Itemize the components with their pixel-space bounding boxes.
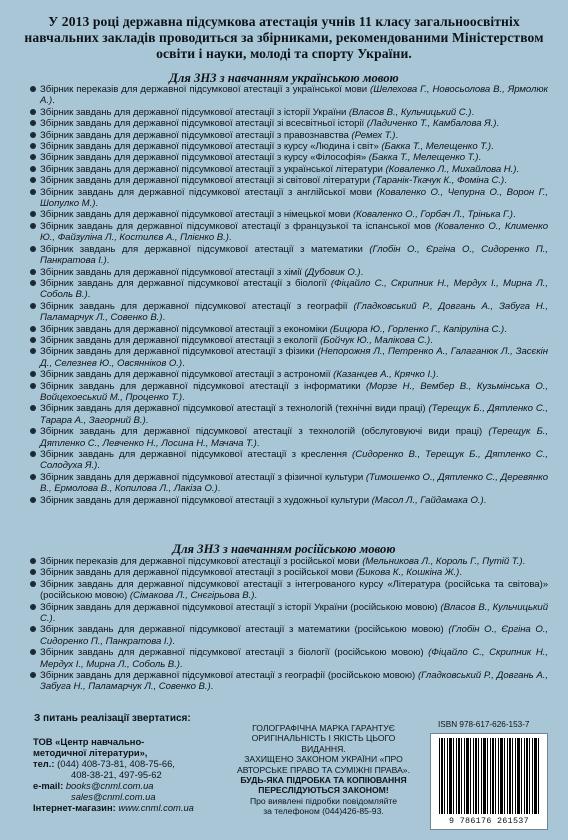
list-item — [29, 130, 548, 141]
book-authors: (Мельникова Л., Король Г., Путій Т.) — [362, 556, 523, 567]
barcode-bars — [439, 738, 539, 814]
book-title: Збірник завдань для державної підсумкової атестації з технологій (технічні види праці) — [40, 403, 429, 415]
hologram-notice — [231, 723, 416, 817]
email-label: e-mail: — [33, 780, 64, 791]
bullet-icon — [29, 495, 40, 506]
book-title: Збірник завдань для державної підсумкової атестації з географії (російською мовою) — [40, 670, 418, 682]
item-punctuation: . — [512, 209, 516, 221]
book-title: Збірник завдань для державної підсумкової атестації зі всесвітньої історії — [40, 118, 367, 130]
list-item — [29, 244, 548, 267]
list-item — [29, 164, 548, 175]
book-title: Збірник завдань для державної підсумкової атестації з курсу «Філософія» — [40, 152, 369, 164]
book-authors: (Ремех Т.) — [351, 129, 396, 141]
item-punctuation: . — [478, 152, 481, 164]
list-item-text — [40, 164, 548, 175]
list-item-text — [40, 209, 548, 220]
book-title: Збірник переказів для державної підсумкової атестації з російської мови — [40, 556, 363, 567]
hologram-line: ОРИГІНАЛЬНІСТЬ І ЯКІСТЬ ЦЬОГО ВИДАННЯ. — [251, 733, 396, 754]
list-item — [29, 267, 548, 278]
list-item — [29, 175, 548, 186]
book-authors: (Тимошенко О., Дятленко С., Деревянко В., Ермолова В., Копилова Л., Лакіза О.) — [40, 471, 548, 495]
bullet-icon — [29, 324, 40, 335]
item-punctuation: . — [162, 312, 166, 324]
item-punctuation: . — [179, 658, 183, 670]
book-authors: (Коваленко О., Чепурна О., Ворон Г., Шопулко М.) — [40, 186, 549, 210]
list-item — [29, 152, 548, 163]
item-punctuation: . — [496, 118, 499, 130]
list-item-text — [40, 324, 548, 335]
bullet-icon — [29, 175, 40, 186]
book-authors: (Сидоренко В., Терещук Б., Дятленко С., Солодуха Я.) — [40, 449, 548, 472]
contact-title: З питань реалізації звертатися: — [34, 713, 191, 724]
book-title: Збірник завдань для державної підсумкової атестації з економіки — [40, 323, 330, 335]
list-item-text — [40, 187, 548, 210]
book-authors: (Терещук Б., Дятленко С., Левченко Н., Лосина Н., Мачача Т.) — [40, 426, 548, 449]
bullet-icon — [29, 141, 40, 152]
item-punctuation: . — [97, 460, 100, 472]
item-punctuation: . — [504, 175, 507, 187]
list-item-text — [40, 602, 548, 625]
item-punctuation: . — [504, 323, 507, 335]
book-authors: (Глобін О., Єргіна О., Сидоренко П., Панкратова І.) — [40, 624, 548, 647]
book-authors: (Ладиченко Т., Камбалова Я.) — [366, 118, 497, 130]
book-title: Збірник завдань для державної підсумкової атестації з французької та іспанської мов — [40, 220, 435, 232]
list-item-text — [40, 403, 548, 426]
list-item — [29, 84, 548, 107]
phone-numbers-2: 408-38-21, 497-95-62 — [71, 769, 162, 780]
russian-books-list — [29, 556, 548, 693]
bullet-icon — [29, 556, 40, 567]
footer — [0, 712, 568, 840]
item-punctuation: . — [254, 590, 258, 602]
item-punctuation: . — [172, 635, 175, 647]
book-title: Збірник завдань для державної підсумкової атестації з математики (російською мовою) — [40, 624, 449, 636]
list-item — [29, 670, 548, 693]
book-authors: (Бикова К., Кошкіна Ж.) — [355, 567, 460, 579]
intro-paragraph: У 2013 році державна підсумкова атестація учнів 11 класу загальноосвітніх навчальних закладів проводиться за збірниками, рекомендованими Міністерством освіти і науки, молоді та спорту України. — [24, 14, 544, 61]
book-title: Збірник завдань для державної підсумкової атестації з фізики — [40, 346, 318, 358]
bullet-icon — [29, 107, 40, 118]
list-item — [29, 624, 548, 647]
list-item — [29, 221, 548, 244]
item-punctuation: . — [106, 255, 110, 267]
list-item-text — [40, 381, 548, 404]
list-item-text — [40, 130, 548, 141]
section-heading-russian: Для ЗНЗ з навчанням російською мовою — [172, 542, 396, 556]
book-authors: (Казанцев А., Крячко І.) — [333, 369, 436, 381]
item-punctuation: . — [360, 266, 364, 278]
bullet-icon — [29, 602, 40, 613]
book-authors: (Бойчук Ю., Малікова С.) — [320, 334, 431, 346]
bullet-icon — [29, 403, 40, 414]
book-title: Збірник завдань для державної підсумкової атестації з хімії — [40, 266, 305, 278]
book-authors: (Масол Л., Гайдамака О.) — [371, 494, 484, 506]
list-item-text — [40, 495, 548, 506]
bullet-icon — [29, 164, 40, 175]
bullet-icon — [29, 579, 40, 590]
list-item — [29, 647, 548, 670]
list-item — [29, 187, 548, 210]
item-punctuation: . — [182, 357, 185, 369]
list-item-text — [40, 624, 548, 647]
list-item — [29, 278, 548, 301]
shop-label: Інтернет-магазин: — [33, 802, 116, 813]
item-punctuation: . — [228, 232, 232, 244]
bullet-icon — [29, 426, 40, 437]
list-item-text — [40, 278, 548, 301]
company-name-line1: ТОВ «Центр навчально- — [33, 736, 145, 747]
book-title: Збірник завдань для державної підсумкової атестації з російської мови — [40, 567, 356, 579]
book-title: Збірник завдань для державної підсумкової атестації з біології — [40, 277, 331, 289]
bullet-icon — [29, 221, 40, 232]
phone-row — [33, 758, 203, 769]
hologram-line: ЗАХИЩЕНО ЗАКОНОМ УКРАЇНИ «ПРО — [244, 754, 403, 765]
book-authors: (Гладковський Р., Довгань А., Забуга Н., Паламарчук Л., Совенко В.) — [40, 670, 549, 693]
book-title: Збірник завдань для державної підсумкової атестації з правознавства — [40, 129, 352, 141]
book-authors: (Дубовик О.) — [304, 266, 361, 278]
list-item — [29, 567, 548, 578]
shop-link[interactable]: www.cnml.com.ua — [118, 802, 194, 813]
list-item — [29, 324, 548, 335]
email-row — [33, 780, 203, 791]
bullet-icon — [29, 567, 40, 578]
list-item — [29, 301, 548, 324]
book-authors: (Бицюра Ю., Горленко Г., Капіруліна С.) — [329, 323, 505, 335]
list-item — [29, 602, 548, 625]
ukrainian-books-list — [29, 84, 548, 506]
contact-block — [33, 736, 203, 813]
book-authors: (Бакка Т., Мелещенко Т.) — [368, 152, 479, 164]
company-name-line2: методичної літератури», — [33, 747, 148, 758]
book-title: Збірник завдань для державної підсумкової атестації з української літератури — [40, 163, 386, 175]
list-item-text — [40, 175, 548, 186]
list-item — [29, 209, 548, 220]
isbn: ISBN 978-617-626-153-7 — [438, 720, 530, 729]
warning-line: БУДЬ-ЯКА ПІДРОБКА ТА КОПІЮВАННЯ — [240, 775, 407, 786]
book-title: Збірник завдань для державної підсумкової атестації з історії України — [40, 106, 349, 118]
list-item — [29, 556, 548, 567]
phone-label: тел.: — [33, 758, 55, 769]
bullet-icon — [29, 118, 40, 129]
list-item — [29, 381, 548, 404]
email-books-link[interactable]: books@cnml.com.ua — [65, 780, 154, 791]
item-punctuation: . — [256, 437, 260, 449]
item-punctuation: . — [52, 95, 55, 107]
list-item-text — [40, 567, 548, 578]
book-authors: (Гладковський Р., Довгань А., Забуга Н., Паламарчук Л., Совенко В.) — [40, 300, 548, 324]
book-authors: (Морзе Н., Вембер В., Кузьмінська О., Войцехоеський М., Проценко Т.) — [40, 380, 548, 403]
bullet-icon — [29, 244, 40, 255]
item-punctuation: . — [210, 681, 214, 693]
book-authors: (Сімакова Л., Снєгірьова В.) — [129, 590, 255, 602]
list-item-text — [40, 426, 548, 449]
bullet-icon — [29, 381, 40, 392]
item-punctuation: . — [87, 289, 91, 301]
bullet-icon — [29, 369, 40, 380]
item-punctuation: . — [471, 106, 475, 118]
book-title: Збірник завдань для державної підсумкової атестації з географії — [40, 300, 354, 312]
list-item-text — [40, 244, 548, 267]
list-item — [29, 141, 548, 152]
book-title: Збірник завдань для державної підсумкової атестації з інтегрованого курсу «Література (російська та світова)» (російською мовою) — [40, 578, 548, 602]
bullet-icon — [29, 130, 40, 141]
book-title: Збірник завдань для державної підсумкової атестації з технологій (обслуговуючі види праці) — [40, 426, 489, 438]
list-item-text — [40, 221, 548, 244]
bullet-icon — [29, 209, 40, 220]
bullet-icon — [29, 335, 40, 346]
book-title: Збірник завдань для державної підсумкової атестації з курсу «Людина і світ» — [40, 141, 382, 153]
book-title: Збірник завдань для державної підсумкової атестації з астрономії — [40, 369, 334, 381]
book-title: Збірник завдань для державної підсумкової атестації з креслення — [40, 449, 353, 460]
book-title: Збірник завдань для державної підсумкової атестації зі світової літератури — [40, 175, 373, 187]
item-punctuation: . — [182, 391, 185, 403]
list-item-text — [40, 301, 548, 324]
report-line: за телефоном (044)426-85-93. — [263, 806, 384, 817]
email-sales-link[interactable]: sales@cnml.com.ua — [71, 791, 156, 802]
bullet-icon — [29, 346, 40, 357]
item-punctuation: . — [52, 613, 56, 625]
book-title: Збірник завдань для державної підсумкової атестації з екології — [40, 334, 321, 346]
item-punctuation: . — [145, 414, 149, 426]
list-item-text — [40, 579, 548, 602]
book-authors: (Власов В., Кульчицький С.) — [40, 601, 548, 625]
bullet-icon — [29, 647, 40, 658]
phone-numbers-1: (044) 408-73-81, 408-75-66, — [57, 758, 175, 769]
list-item-text — [40, 670, 548, 693]
bullet-icon — [29, 267, 40, 278]
book-title: Збірник завдань для державної підсумкової атестації з художньої культури — [40, 494, 372, 506]
book-title: Збірник завдань для державної підсумкової атестації з історії України (російською мовою) — [40, 601, 441, 613]
book-authors: (Фіцайло С., Скрипник Н., Мердух І., Мирна Л., Соболь В.) — [40, 647, 548, 670]
item-punctuation: . — [435, 369, 439, 381]
list-item — [29, 403, 548, 426]
book-authors: (Терещук Б., Дятленко С., Тарара А., Загорний В.) — [40, 403, 548, 426]
book-authors: (Власов В., Кульчицький С.) — [348, 106, 472, 118]
list-item — [29, 118, 548, 129]
list-item — [29, 495, 548, 506]
bullet-icon — [29, 472, 40, 483]
list-item-text — [40, 346, 548, 369]
list-item — [29, 369, 548, 380]
book-title: Збірник завдань для державної підсумкової атестації з біології (російською мовою) — [40, 647, 429, 659]
barcode — [430, 733, 548, 830]
item-punctuation: . — [522, 556, 526, 567]
book-authors: (Фіцайло С., Скрипник Н., Мердух І., Мирна Л., Соболь В.) — [40, 277, 548, 301]
list-item — [29, 107, 548, 118]
book-authors: (Коваленко Л., Михайлова Н.) — [385, 163, 517, 175]
book-authors: (Непорожня Л., Петренко А., Галаганюк Л., Засєкін Д., Селезнев Ю., Овсянніков О.) — [40, 346, 548, 369]
item-punctuation: . — [459, 567, 462, 579]
list-item-text — [40, 152, 548, 163]
list-item-text — [40, 647, 548, 670]
item-punctuation: . — [95, 198, 99, 210]
item-punctuation: . — [490, 141, 494, 153]
book-authors: (Коваленко О., Горбач Л., Трінька Г.) — [352, 209, 513, 221]
list-item — [29, 335, 548, 346]
list-item-text — [40, 472, 548, 495]
list-item-text — [40, 369, 548, 380]
book-authors: (Коваленко О., Клименко Ю., Файзуліна Л., Костилєв А., Плієнко В.) — [40, 220, 548, 244]
book-title: Збірник завдань для державної підсумкової атестації з англійської мови — [40, 186, 377, 198]
bullet-icon — [29, 278, 40, 289]
list-item — [29, 472, 548, 495]
book-authors: (Шелехова Г., Новосьолова В., Ярмолюк А.) — [40, 84, 548, 107]
list-item-text — [40, 84, 548, 107]
item-punctuation: . — [395, 129, 399, 141]
book-authors: (Таранік-Ткачук К., Фоміна С.) — [372, 175, 505, 187]
bullet-icon — [29, 187, 40, 198]
section-heading-ukrainian: Для ЗНЗ з навчанням українською мовою — [169, 71, 399, 85]
book-authors: (Глобін О., Єргіна О., Сидоренко П., Панкратова І.) — [40, 243, 548, 267]
bullet-icon — [29, 670, 40, 681]
list-item — [29, 449, 548, 472]
hologram-line: ГОЛОГРАФІЧНА МАРКА ГАРАНТУЄ — [252, 723, 395, 733]
item-punctuation: . — [516, 163, 520, 175]
list-item-text — [40, 141, 548, 152]
list-item-text — [40, 267, 548, 278]
hologram-line: АВТОРСЬКЕ ПРАВО ТА СУМІЖНІ ПРАВА». — [237, 764, 410, 775]
book-title: Збірник завдань для державної підсумкової атестації з фізичної культури — [40, 471, 366, 483]
bullet-icon — [29, 449, 40, 460]
list-item — [29, 579, 548, 602]
item-punctuation: . — [217, 483, 221, 495]
list-item-text — [40, 335, 548, 346]
shop-row — [33, 802, 203, 813]
bullet-icon — [29, 152, 40, 163]
item-punctuation: . — [483, 494, 487, 506]
list-item-text — [40, 449, 548, 472]
warning-line: ПЕРЕСЛІДУЮТЬСЯ ЗАКОНОМ! — [258, 785, 389, 796]
list-item-text — [40, 107, 548, 118]
bullet-icon — [29, 624, 40, 635]
book-authors: (Бакка Т., Мелещенко Т.) — [381, 141, 491, 153]
list-item-text — [40, 556, 548, 567]
barcode-number: 9 786176 261537 — [449, 816, 529, 826]
bullet-icon — [29, 84, 40, 95]
book-title: Збірник завдань для державної підсумкової атестації з інформатики — [40, 380, 367, 392]
list-item — [29, 426, 548, 449]
list-item-text — [40, 118, 548, 129]
item-punctuation: . — [430, 334, 433, 346]
book-title: Збірник завдань для державної підсумкової атестації з математики — [40, 243, 370, 255]
bullet-icon — [29, 301, 40, 312]
book-title: Збірник переказів для державної підсумкової атестації з української мови — [40, 84, 371, 95]
list-item — [29, 346, 548, 369]
report-line: Про виявлені підробки повідомляйте — [249, 795, 398, 806]
book-title: Збірник завдань для державної підсумкової атестації з німецької мови — [40, 209, 353, 221]
